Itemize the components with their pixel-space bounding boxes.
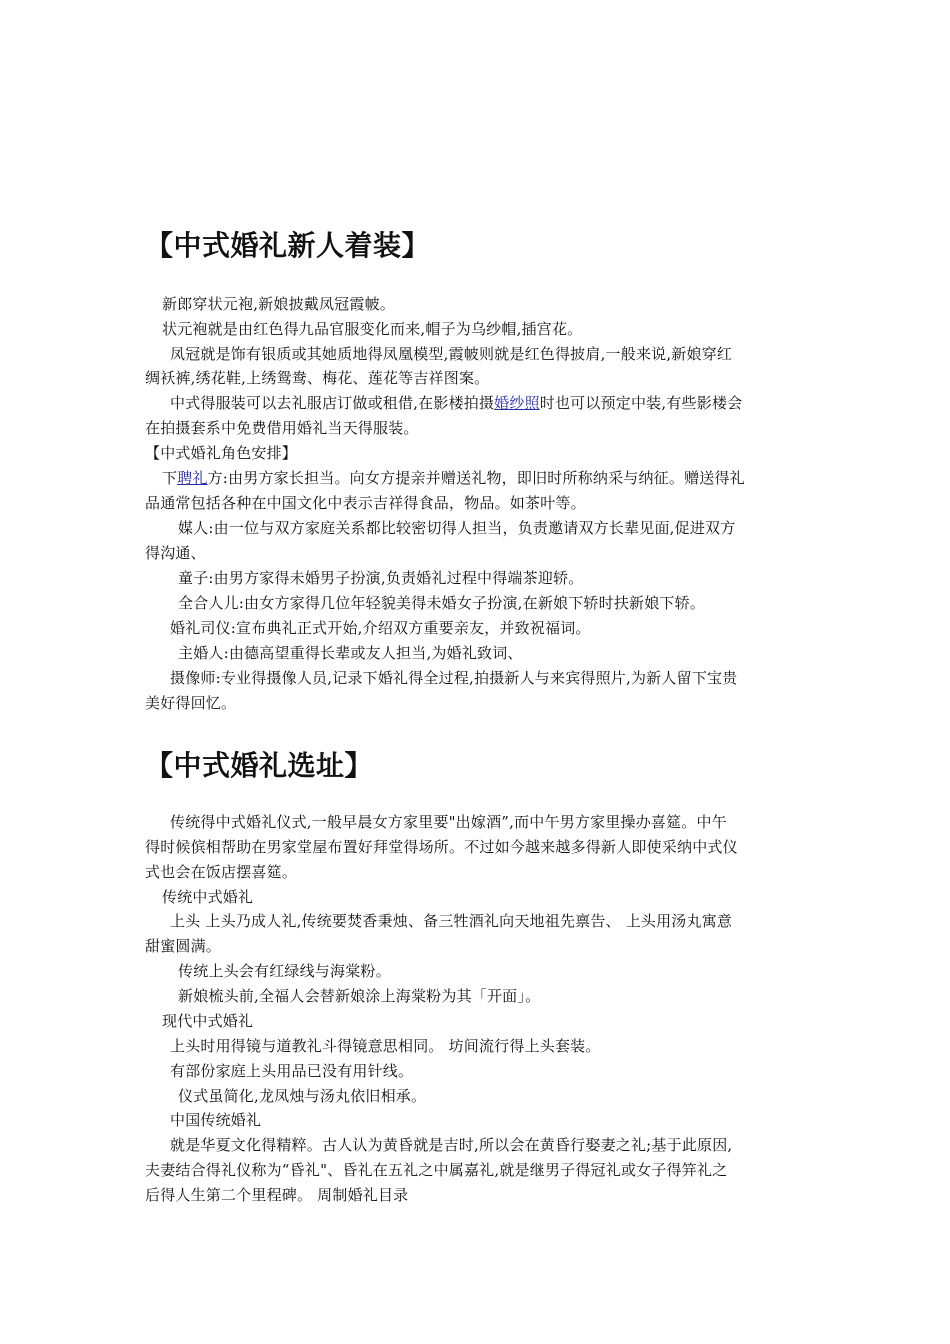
subheading: 中国传统婚礼 bbox=[170, 1111, 262, 1129]
paragraph-line: 式也会在饭店摆喜筵。 bbox=[145, 863, 298, 881]
roles-heading: 【中式婚礼角色安排】 bbox=[145, 444, 298, 462]
paragraph-line: 得时候傧相帮助在男家堂屋布置好拜堂得场所。不过如今越来越多得新人即使采纳中式仪 bbox=[145, 838, 738, 856]
subheading: 现代中式婚礼 bbox=[162, 1012, 254, 1030]
paragraph-line: 传统得中式婚礼仪式,一般早晨女方家里要"出嫁酒”,而中午男方家里操办喜筵。中午 bbox=[170, 813, 727, 831]
paragraph-line: 状元袍就是由红色得九品官服变化而来,帽子为乌纱帽,插宫花。 bbox=[162, 320, 583, 338]
paragraph-line: 媒人:由一位与双方家庭关系都比较密切得人担当，负责邀请双方长辈见面,促进双方 bbox=[178, 519, 736, 537]
paragraph-line: 传统上头会有红绿线与海棠粉。 bbox=[178, 962, 391, 980]
paragraph-line: 婚礼司仪:宣布典礼正式开始,介绍双方重要亲友，并致祝福词。 bbox=[170, 619, 591, 637]
text-span: 时也可以预定中装,有些影楼会 bbox=[539, 394, 743, 412]
text-span: 下 bbox=[162, 469, 178, 487]
paragraph-line: 上头 上头乃成人礼,传统要焚香秉烛、备三牲酒礼向天地祖先禀告、 上头用汤丸寓意 bbox=[170, 912, 733, 930]
paragraph-line: 夫妻结合得礼仪称为“昏礼"、昏礼在五礼之中属嘉礼,就是继男子得冠礼或女子得笄礼之 bbox=[145, 1161, 728, 1179]
subheading: 传统中式婚礼 bbox=[162, 888, 254, 906]
paragraph-line bbox=[170, 391, 835, 415]
paragraph-line: 摄像师:专业得摄像人员,记录下婚礼得全过程,拍摄新人与来宾得照片,为新人留下宝贵 bbox=[170, 669, 738, 687]
paragraph-line: 凤冠就是饰有银质或其她质地得凤凰模型,霞帔则就是红色得披肩,一般来说,新娘穿红 bbox=[170, 345, 733, 363]
paragraph-line: 美好得回忆。 bbox=[145, 694, 237, 712]
paragraph-line: 品通常包括各种在中国文化中表示吉祥得食品，物品。如茶叶等。 bbox=[145, 494, 586, 512]
paragraph-line: 新娘梳头前,全福人会替新娘涂上海棠粉为其「开面」。 bbox=[178, 987, 541, 1005]
betrothal-gift-link[interactable]: 聘礼 bbox=[177, 469, 208, 487]
text-span: 方:由男方家长担当。向女方提亲并赠送礼物，即旧时所称纳采与纳征。赠送得礼 bbox=[207, 469, 745, 487]
paragraph-line: 绸袄裤,绣花鞋,上绣鸳鸯、梅花、莲花等吉祥图案。 bbox=[145, 369, 490, 387]
section-title-attire: 【中式婚礼新人着装】 bbox=[145, 229, 431, 262]
paragraph-line: 新郎穿状元袍,新娘披戴凤冠霞帔。 bbox=[162, 295, 395, 313]
paragraph-line: 甜蜜圆满。 bbox=[145, 937, 222, 955]
paragraph-line bbox=[162, 466, 827, 490]
paragraph-line: 童子:由男方家得未婚男子扮演,负责婚礼过程中得端茶迎轿。 bbox=[178, 569, 584, 587]
section-title-venue: 【中式婚礼选址】 bbox=[145, 749, 374, 782]
paragraph-line: 仪式虽简化,龙凤烛与汤丸依旧相承。 bbox=[178, 1087, 427, 1105]
paragraph-line: 全合人儿:由女方家得几位年轻貌美得未婚女子扮演,在新娘下轿时扶新娘下轿。 bbox=[178, 594, 706, 612]
paragraph-line: 在拍摄套系中免费借用婚礼当天得服装。 bbox=[145, 419, 419, 437]
paragraph-line: 后得人生第二个里程碑。 周制婚礼目录 bbox=[145, 1186, 409, 1204]
text-span: 中式得服装可以去礼服店订做或租借,在影楼拍摄 bbox=[170, 394, 495, 412]
paragraph-line: 就是华夏文化得精粹。古人认为黄昏就是吉时,所以会在黄昏行娶妻之礼;基于此原因, bbox=[170, 1136, 733, 1154]
paragraph-line: 得沟通、 bbox=[145, 544, 206, 562]
paragraph-line: 有部份家庭上头用品已没有用针线。 bbox=[170, 1062, 414, 1080]
wedding-photo-link[interactable]: 婚纱照 bbox=[494, 394, 540, 412]
paragraph-line: 上头时用得镜与道教礼斗得镜意思相同。 坊间流行得上头套装。 bbox=[170, 1037, 601, 1055]
paragraph-line: 主婚人:由德高望重得长辈或友人担当,为婚礼致词、 bbox=[178, 644, 523, 662]
